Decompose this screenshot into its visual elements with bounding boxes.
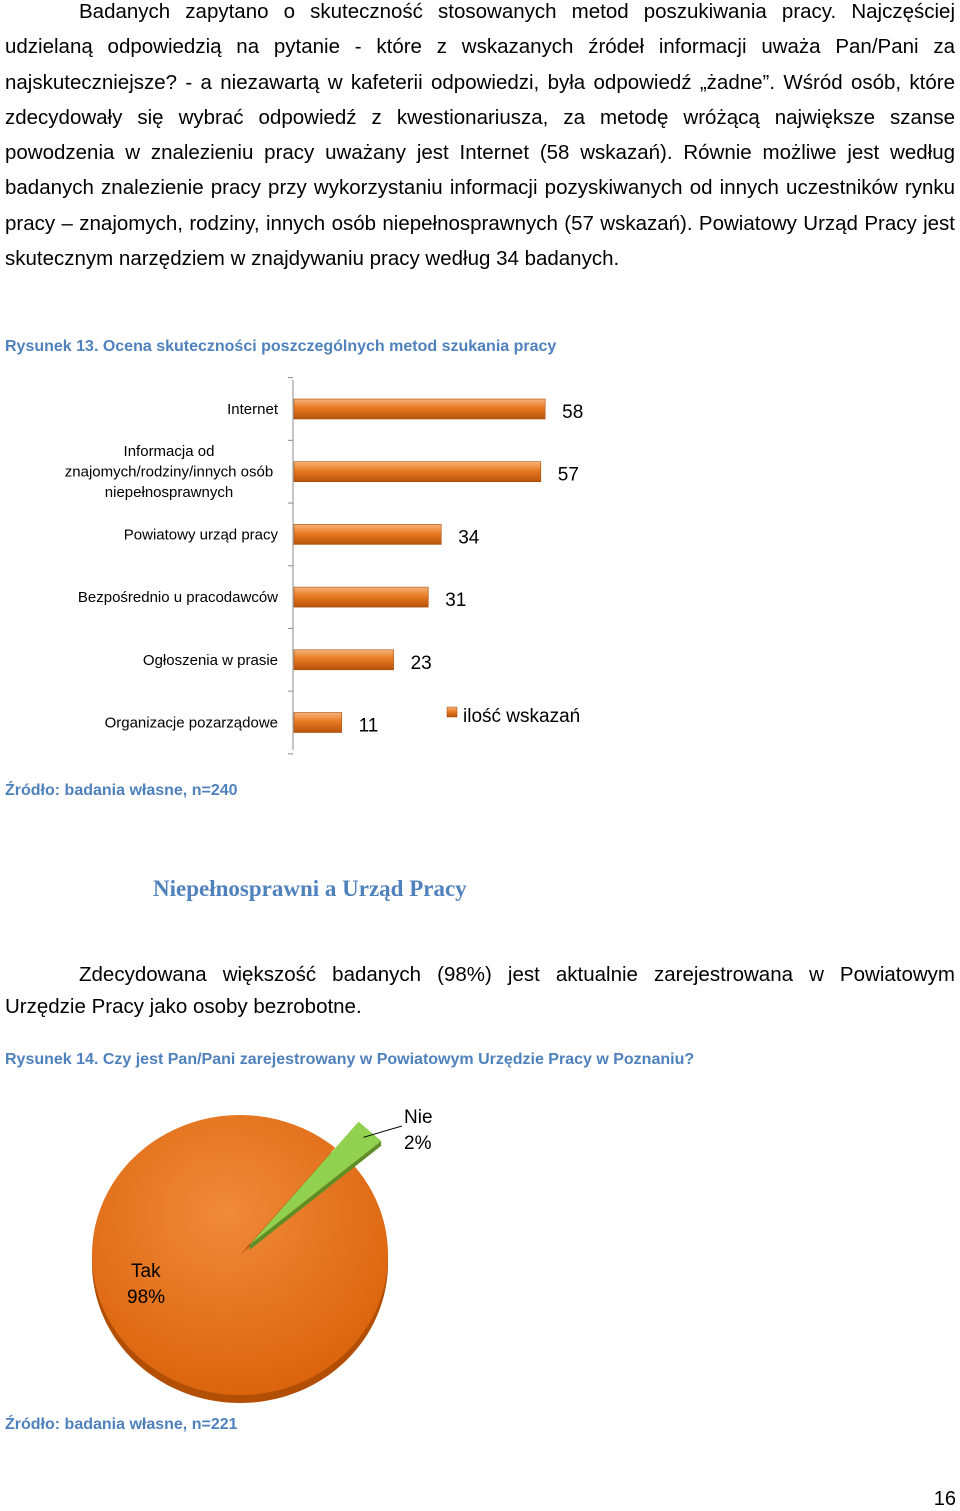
bar-value-label: 11 — [358, 715, 379, 737]
figure-14-source: Źródło: badania własne, n=221 — [5, 1416, 238, 1433]
figure-13-source: Źródło: badania własne, n=240 — [5, 782, 238, 799]
section-title: Niepełnosprawni a Urząd Pracy — [153, 876, 467, 901]
bar — [294, 399, 545, 419]
bar — [294, 524, 441, 544]
category-label: Powiatowy urząd pracy — [123, 526, 278, 544]
section-paragraph: Zdecydowana większość badanych (98%) jest aktualnie zarejestrowana w Powiatowym Urzędzie Pracy jako osoby bezrobotne. — [5, 963, 955, 1018]
pie-label-tak-value: 98% — [127, 1287, 166, 1308]
pie-label-nie-name: Nie — [404, 1107, 433, 1128]
bar-value-label: 23 — [410, 652, 432, 674]
bar-chart — [0, 375, 960, 755]
bar — [294, 650, 394, 670]
category-label: Ogłoszenia w prasie — [142, 651, 278, 669]
category-label: Internet — [227, 401, 278, 418]
bar — [294, 713, 342, 733]
page-number: 16 — [933, 1488, 956, 1510]
pie-label-nie-value: 2% — [404, 1133, 432, 1154]
bar-value-label: 57 — [557, 464, 579, 486]
bar-value-label: 58 — [562, 402, 584, 423]
legend-label: ilość wskazań — [463, 706, 581, 727]
bar — [294, 462, 541, 482]
category-label: Organizacje pozarządowe — [104, 714, 278, 732]
category-label: Bezpośrednio u pracodawców — [77, 589, 278, 607]
figure-14-caption: Rysunek 14. Czy jest Pan/Pani zarejestrowany w Powiatowym Urzędzie Pracy w Poznaniu? — [5, 1051, 695, 1068]
bar-value-label: 31 — [445, 590, 467, 612]
category-label: Informacja od znajomych/rodziny/innych osób niepełnosprawnych — [64, 443, 274, 502]
intro-paragraph: Badanych zapytano o skuteczność stosowanych metod poszukiwania pracy. Najczęściej udzielaną odpowiedzią na pytanie - które z wskazanych źródeł informacji uważa Pan/Pani za najskuteczniejsze? - a niezawartą w kafeterii odpowiedzi, była odpowiedź „żadne”. Wśród osób, które zdecydowały się wybrać odpowiedź z kwestionariusza, za metodę wróżącą największe szanse powodzenia w znalezieniu pracy uważany jest Internet (58 wskazań). Równie możliwe jest według badanych znalezienie pracy przy wykorzystaniu informacji pozyskiwanych od innych uczestników rynku pracy – znajomych, rodziny, innych osób niepełnosprawnych (57 wskazań). Powiatowy Urząd Pracy jest skutecznym narzędziem w znajdywaniu pracy według 34 badanych. — [5, 0, 955, 271]
legend-swatch — [447, 707, 457, 717]
bar — [294, 587, 428, 607]
figure-13-caption: Rysunek 13. Ocena skuteczności poszczególnych metod szukania pracy — [5, 338, 557, 355]
bar-value-label: 34 — [458, 527, 480, 549]
pie-label-tak-name: Tak — [131, 1261, 161, 1282]
pie-chart — [0, 1090, 960, 1410]
